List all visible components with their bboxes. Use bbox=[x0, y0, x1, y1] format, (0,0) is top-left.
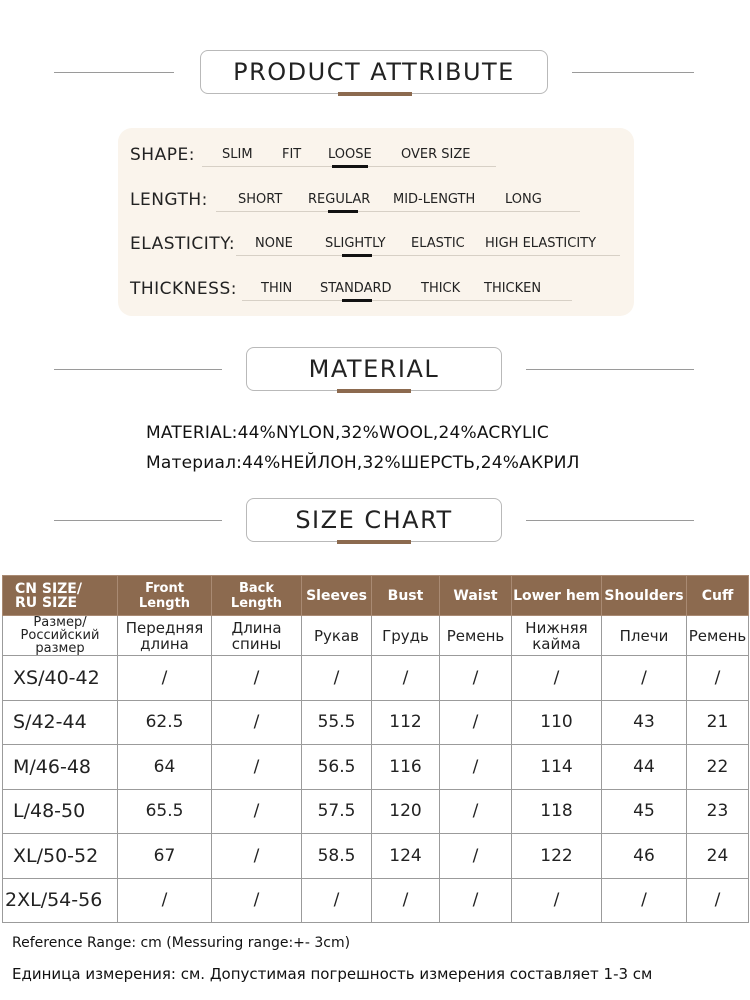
header-ru-cell bbox=[372, 616, 440, 656]
attr-label: LENGTH: bbox=[130, 190, 208, 210]
section-title bbox=[200, 50, 548, 94]
table-cell: / bbox=[687, 878, 749, 923]
attr-option: SLIM bbox=[222, 147, 253, 162]
table-cell: / bbox=[440, 789, 512, 834]
divider bbox=[572, 72, 694, 73]
size-chart-title: SIZE CHART bbox=[295, 506, 453, 534]
material-ru bbox=[146, 448, 580, 478]
size-cell: XS/40-42 bbox=[3, 656, 118, 701]
divider bbox=[54, 72, 174, 73]
table-row bbox=[3, 656, 749, 701]
attr-row-shape bbox=[118, 141, 634, 171]
attr-option: NONE bbox=[255, 236, 293, 251]
header-ru-text: спины bbox=[231, 634, 282, 653]
table-row bbox=[3, 878, 749, 923]
header-size bbox=[3, 576, 118, 616]
attr-option: THICK bbox=[421, 281, 461, 296]
attr-option: LONG bbox=[505, 192, 542, 207]
attr-option: THIN bbox=[261, 281, 293, 296]
size-cell: XL/50-52 bbox=[3, 834, 118, 879]
attr-label: ELASTICITY: bbox=[130, 234, 236, 254]
attr-option-selected: REGULAR bbox=[308, 192, 371, 207]
selected-indicator bbox=[342, 299, 372, 302]
material-ru-value: 44%НЕЙЛОН,32%ШЕРСТЬ,24%АКРИЛ bbox=[242, 453, 580, 473]
table-cell: / bbox=[212, 834, 302, 879]
attr-label: SHAPE: bbox=[130, 145, 195, 165]
table-cell: / bbox=[602, 656, 687, 701]
table-cell: 22 bbox=[687, 745, 749, 790]
title-accent-bar bbox=[337, 540, 411, 544]
header-ru-text: Передняя bbox=[125, 618, 204, 637]
header-ru-text: Плечи bbox=[619, 626, 669, 645]
table-cell: / bbox=[372, 878, 440, 923]
header-ru-cell bbox=[440, 616, 512, 656]
attr-option-selected: LOOSE bbox=[328, 147, 372, 162]
table-cell: 64 bbox=[118, 745, 212, 790]
size-cell: S/42-44 bbox=[3, 700, 118, 745]
attr-option: HIGH ELASTICITY bbox=[485, 236, 597, 251]
attr-rule bbox=[216, 211, 580, 212]
header-ru-text: длина bbox=[140, 634, 189, 653]
divider bbox=[526, 369, 694, 370]
title-accent-bar bbox=[337, 389, 411, 393]
table-cell: 55.5 bbox=[302, 700, 372, 745]
table-row bbox=[3, 745, 749, 790]
size-cell: M/46-48 bbox=[3, 745, 118, 790]
table-cell: 120 bbox=[372, 789, 440, 834]
header-ru-text: Грудь bbox=[382, 626, 429, 645]
table-cell: 45 bbox=[602, 789, 687, 834]
attr-option-selected: STANDARD bbox=[320, 281, 392, 296]
table-cell: / bbox=[212, 656, 302, 701]
material-en bbox=[146, 418, 580, 448]
divider bbox=[54, 520, 222, 521]
attr-row-length bbox=[118, 186, 634, 216]
table-cell: / bbox=[440, 656, 512, 701]
header-front-length: Front Length bbox=[118, 576, 212, 616]
table-cell: 44 bbox=[602, 745, 687, 790]
selected-indicator bbox=[328, 210, 358, 213]
section-title bbox=[246, 347, 502, 391]
table-cell: / bbox=[440, 878, 512, 923]
header-size-ru-line3: размер bbox=[35, 641, 85, 656]
material-header bbox=[0, 347, 750, 395]
table-cell: / bbox=[512, 656, 602, 701]
header-ru-text: Рукав bbox=[313, 626, 359, 645]
size-table bbox=[2, 575, 749, 923]
attr-option: FIT bbox=[282, 147, 302, 162]
header-sleeves: Sleeves bbox=[302, 576, 372, 616]
reference-note-ru: Единица измерения: см. Допустимая погрешность измерения составляет 1-3 см bbox=[12, 965, 653, 983]
header-bust: Bust bbox=[372, 576, 440, 616]
header-ru-cell bbox=[512, 616, 602, 656]
table-row bbox=[3, 700, 749, 745]
header-ru-text: Нижняя bbox=[525, 618, 588, 637]
attr-option-selected: SLIGHTLY bbox=[325, 236, 386, 251]
table-cell: 116 bbox=[372, 745, 440, 790]
size-chart-header bbox=[0, 498, 750, 546]
header-waist: Waist bbox=[440, 576, 512, 616]
material-title: MATERIAL bbox=[308, 355, 440, 383]
table-cell: 46 bbox=[602, 834, 687, 879]
header-back-length: Back Length bbox=[212, 576, 302, 616]
header-ru-cell bbox=[602, 616, 687, 656]
table-cell: 65.5 bbox=[118, 789, 212, 834]
table-cell: / bbox=[212, 745, 302, 790]
table-cell: / bbox=[118, 878, 212, 923]
header-ru-cell bbox=[687, 616, 749, 656]
table-cell: 57.5 bbox=[302, 789, 372, 834]
table-cell: / bbox=[372, 656, 440, 701]
header-ru-text: кайма bbox=[532, 634, 581, 653]
header-size-line2: RU SIZE bbox=[15, 594, 78, 611]
header-cuff: Cuff bbox=[687, 576, 749, 616]
attr-row-elasticity bbox=[118, 230, 634, 260]
selected-indicator bbox=[342, 254, 372, 257]
attr-rule bbox=[242, 300, 572, 301]
attr-option: THICKEN bbox=[484, 281, 542, 296]
table-row bbox=[3, 789, 749, 834]
divider bbox=[54, 369, 222, 370]
table-cell: / bbox=[212, 789, 302, 834]
table-cell: / bbox=[302, 656, 372, 701]
table-header-ru bbox=[3, 616, 749, 656]
table-cell: 110 bbox=[512, 700, 602, 745]
attr-rule bbox=[236, 255, 620, 256]
header-ru-cell bbox=[212, 616, 302, 656]
divider bbox=[526, 520, 694, 521]
material-ru-label: Материал: bbox=[146, 453, 243, 473]
table-cell: / bbox=[602, 878, 687, 923]
table-cell: / bbox=[302, 878, 372, 923]
header-ru-cell bbox=[118, 616, 212, 656]
attr-label: THICKNESS: bbox=[130, 279, 237, 299]
attr-option: SHORT bbox=[238, 192, 283, 207]
table-cell: 21 bbox=[687, 700, 749, 745]
table-cell: 23 bbox=[687, 789, 749, 834]
table-cell: 122 bbox=[512, 834, 602, 879]
header-ru-text: Ремень bbox=[446, 626, 505, 645]
table-cell: / bbox=[687, 656, 749, 701]
table-cell: 24 bbox=[687, 834, 749, 879]
table-cell: 67 bbox=[118, 834, 212, 879]
title-accent-bar bbox=[338, 92, 412, 96]
material-composition bbox=[146, 418, 580, 478]
table-cell: / bbox=[512, 878, 602, 923]
header-size-ru-line1: Размер/ bbox=[33, 615, 87, 630]
size-cell: L/48-50 bbox=[3, 789, 118, 834]
size-cell: 2XL/54-56 bbox=[3, 878, 118, 923]
attr-option: OVER SIZE bbox=[401, 147, 471, 162]
table-cell: 58.5 bbox=[302, 834, 372, 879]
table-cell: / bbox=[440, 745, 512, 790]
header-size-ru bbox=[3, 616, 118, 656]
table-row bbox=[3, 834, 749, 879]
header-size-line1: CN SIZE/ bbox=[15, 580, 82, 597]
header-size-ru-line2: Российский bbox=[20, 628, 100, 643]
table-cell: / bbox=[440, 700, 512, 745]
selected-indicator bbox=[332, 165, 368, 168]
material-en-value: 44%NYLON,32%WOOL,24%ACRYLIC bbox=[237, 423, 549, 443]
section-title bbox=[246, 498, 502, 542]
table-cell: 56.5 bbox=[302, 745, 372, 790]
table-cell: 114 bbox=[512, 745, 602, 790]
header-ru-text: Длина bbox=[231, 618, 282, 637]
table-cell: 62.5 bbox=[118, 700, 212, 745]
table-cell: 118 bbox=[512, 789, 602, 834]
table-cell: 124 bbox=[372, 834, 440, 879]
attribute-panel bbox=[118, 128, 634, 316]
table-cell: / bbox=[212, 700, 302, 745]
header-lower-hem: Lower hem bbox=[512, 576, 602, 616]
table-cell: 43 bbox=[602, 700, 687, 745]
product-attribute-header bbox=[0, 50, 750, 98]
header-ru-cell bbox=[302, 616, 372, 656]
product-attribute-title: PRODUCT ATTRIBUTE bbox=[233, 58, 515, 86]
attr-row-thickness bbox=[118, 275, 634, 305]
header-shoulders: Shoulders bbox=[602, 576, 687, 616]
table-cell: / bbox=[440, 834, 512, 879]
table-header-en bbox=[3, 576, 749, 616]
reference-note-en: Reference Range: cm (Messuring range:+- 3cm) bbox=[12, 935, 351, 951]
header-ru-text: Ремень bbox=[688, 626, 747, 645]
material-en-label: MATERIAL: bbox=[146, 423, 238, 443]
table-cell: 112 bbox=[372, 700, 440, 745]
table-cell: / bbox=[212, 878, 302, 923]
attr-option: ELASTIC bbox=[411, 236, 465, 251]
attr-option: MID-LENGTH bbox=[393, 192, 476, 207]
table-cell: / bbox=[118, 656, 212, 701]
